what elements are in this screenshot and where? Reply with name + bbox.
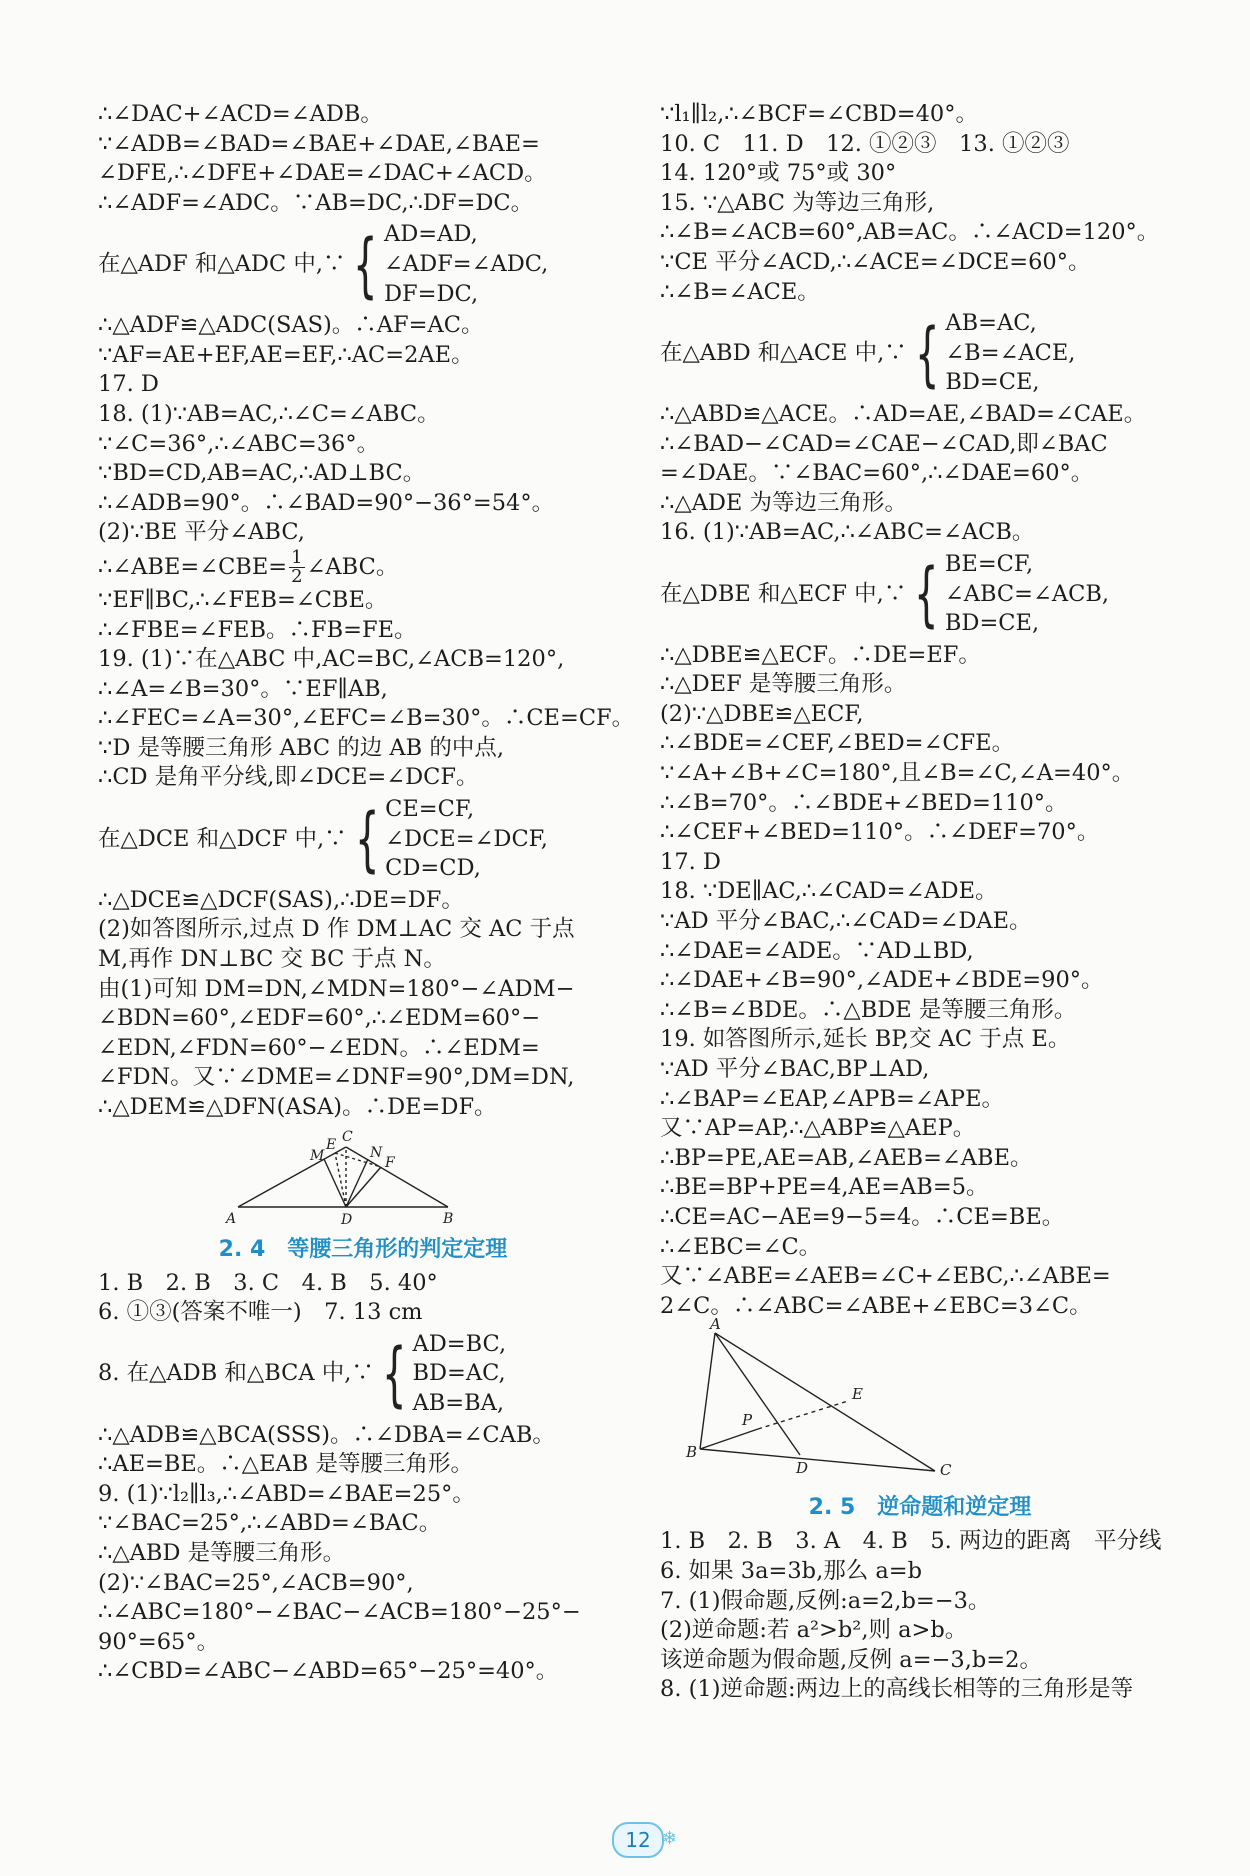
edge-ab: [700, 1333, 715, 1449]
text-line: 19. 如答图所示,延长 BP,交 AC 于点 E。: [660, 1026, 1071, 1053]
text-line: 17. D: [660, 848, 721, 875]
text-line: ∴△ABD 是等腰三角形。: [98, 1539, 346, 1566]
edge-bc: [346, 1144, 448, 1207]
label-m: M: [310, 1147, 325, 1164]
text-line: ∴△ADE 为等边三角形。: [660, 489, 907, 516]
system-line: BE=CF,: [944, 550, 1034, 577]
text-line: ∴△DEF 是等腰三角形。: [660, 671, 907, 698]
segment-bp: [700, 1429, 758, 1449]
text-line: ∵∠BAC=25°,∴∠ABD=∠BAC。: [98, 1510, 442, 1537]
label-e: E: [852, 1385, 863, 1404]
text-line: 由(1)可知 DM=DN,∠MDN=180°−∠ADM−: [98, 975, 575, 1002]
system-prefix: 在△DBE 和△ECF 中,∵: [660, 580, 907, 607]
label-e: E: [326, 1136, 337, 1153]
text-line: ∴△DCE≌△DCF(SAS),∴DE=DF。: [98, 886, 464, 913]
system-line: AB=BA,: [412, 1389, 505, 1416]
text-line: ∴△ADB≌△BCA(SSS)。∴∠DBA=∠CAB。: [98, 1421, 555, 1448]
right-column: [660, 100, 1180, 1705]
system-prefix: 在△DCE 和△DCF 中,∵: [98, 825, 347, 852]
text-line: ∴∠DAE+∠B=90°,∠ADE+∠BDE=90°。: [660, 967, 1104, 994]
text-line: ∵l₁∥l₂,∴∠BCF=∠CBD=40°。: [660, 101, 978, 127]
text-line: ∴△DBE≌△ECF。∴DE=EF。: [660, 641, 981, 668]
system-line: BD=CE,: [945, 369, 1040, 396]
text-line: =∠DAE。∵∠BAC=60°,∴∠DAE=60°。: [660, 460, 1094, 487]
text-line: ∵BD=CD,AB=AC,∴AD⊥BC。: [98, 460, 426, 487]
text-line: 8. (1)逆命题:两边上的高线长相等的三角形是等: [660, 1676, 1134, 1703]
left-column: [98, 100, 635, 1687]
system-prefix: 8. 在△ADB 和△BCA 中,∵: [98, 1360, 374, 1387]
text-line: ∴∠BAP=∠EAP,∠APB=∠APE。: [660, 1085, 1004, 1112]
text-line: ∵∠A+∠B+∠C=180°,且∠B=∠C,∠A=40°。: [660, 760, 1135, 787]
segment-dm: [324, 1159, 346, 1207]
left-brace-icon: {: [914, 553, 939, 636]
triangle-bisector-figure: [660, 1315, 1180, 1485]
text-line: (2)逆命题:若 a²>b²,则 a>b。: [660, 1617, 968, 1644]
denominator: 2: [291, 566, 303, 588]
system-line: ∠DCE=∠DCF,: [385, 825, 548, 852]
edge-ac: [715, 1333, 935, 1471]
text-line: 18. ∵DE∥AC,∴∠CAD=∠ADE。: [660, 878, 998, 905]
text-block: [98, 311, 628, 548]
text-line: 1. B 2. B 3. C 4. B 5. 40°: [98, 1269, 438, 1296]
text-line: 7. (1)假命题,反例:a=2,b=−3。: [660, 1587, 991, 1614]
segment-dn: [346, 1159, 368, 1207]
text-line: ∴∠B=∠ACE。: [660, 278, 820, 305]
left-brace-icon: {: [353, 223, 378, 306]
text-line: ∵CE 平分∠ACD,∴∠ACE=∠DCE=60°。: [660, 248, 1091, 275]
text-line: ∵AD 平分∠BAC,BP⊥AD,: [660, 1056, 930, 1082]
equation-system: [660, 309, 1180, 398]
text-line: ∴△ABD≌△ACE。∴AD=AE,∠BAD=∠CAE。: [660, 400, 1147, 427]
system-line: DF=DC,: [384, 280, 479, 307]
text-line: ∴∠A=∠B=30°。∵EF∥AB,: [98, 675, 388, 702]
segment-ad: [715, 1333, 800, 1455]
segment-df: [346, 1167, 381, 1207]
text-line: ∴∠BAD−∠CAD=∠CAE−∠CAD,即∠BAC: [660, 430, 1108, 457]
label-d: D: [796, 1459, 809, 1478]
label-d: D: [341, 1211, 353, 1228]
system-line: CE=CF,: [385, 796, 475, 823]
text-block: [98, 586, 635, 793]
page-number: 12: [612, 1822, 664, 1858]
text-block: [660, 1527, 1180, 1705]
text-line: 90°=65°。: [98, 1628, 220, 1655]
text-line: (2)∵△DBE≌△ECF,: [660, 700, 864, 727]
text-line: 6. ①③(答案不唯一) 7. 13 cm: [98, 1299, 423, 1326]
section-title-2-5: 2. 5 逆命题和逆定理: [808, 1495, 1032, 1521]
text-block: [98, 886, 628, 1123]
isosceles-triangle-figure: [98, 1127, 628, 1227]
text-line: 14. 120°或 75°或 30°: [660, 160, 897, 187]
fraction-line: [98, 548, 628, 586]
text-line: ∴BE=BP+PE=4,AE=AB=5。: [660, 1174, 989, 1201]
text-line: ∠DFE,∴∠DFE+∠DAE=∠DAC+∠ACD。: [98, 160, 547, 187]
text-line: ∴∠B=∠BDE。∴△BDE 是等腰三角形。: [660, 996, 1077, 1023]
label-a: A: [710, 1315, 721, 1334]
text-line: ∴△DEM≌△DFN(ASA)。∴DE=DF。: [98, 1094, 497, 1120]
text-line: ∴∠ADF=∠ADC。∵AB=DC,∴DF=DC。: [98, 189, 534, 216]
label-p: P: [742, 1411, 753, 1430]
text-line: ∵∠C=36°,∴∠ABC=36°。: [98, 430, 380, 457]
text-line: ∵AF=AE+EF,AE=EF,∴AC=2AE。: [98, 341, 474, 368]
text-line: 2∠C。∴∠ABC=∠ABE+∠EBC=3∠C。: [660, 1292, 1092, 1319]
text-line: ∴AE=BE。∴△EAB 是等腰三角形。: [98, 1451, 473, 1478]
text-line: 17. D: [98, 371, 159, 398]
snowflake-icon: ❄: [662, 1828, 678, 1849]
system-line: ∠ADF=∠ADC,: [384, 250, 549, 277]
text-line: ∵AD 平分∠BAC,∴∠CAD=∠DAE。: [660, 908, 1032, 935]
text-line: ∠FDN。又∵∠DME=∠DNF=90°,DM=DN,: [98, 1064, 575, 1091]
text-line: ∴∠CBD=∠ABC−∠ABD=65°−25°=40°。: [98, 1658, 559, 1685]
text-line: ∴CD 是角平分线,即∠DCE=∠DCF。: [98, 764, 479, 791]
text-segment: ∴∠ABE=∠CBE=: [98, 553, 288, 580]
label-b: B: [443, 1210, 454, 1227]
label-n: N: [370, 1144, 383, 1161]
system-line: CD=CD,: [385, 855, 481, 882]
left-brace-icon: {: [914, 312, 940, 395]
text-line: (2)∵BE 平分∠ABC,: [98, 519, 305, 546]
text-block: [98, 1269, 628, 1328]
equation-system: [660, 550, 1180, 639]
system-line: ∠B=∠ACE,: [945, 339, 1076, 366]
text-block: [660, 400, 1180, 548]
text-line: ∴CE=AC−AE=9−5=4。∴CE=BE。: [660, 1203, 1065, 1230]
label-c: C: [940, 1461, 952, 1480]
left-brace-icon: {: [354, 798, 380, 881]
text-block: [660, 641, 1180, 1322]
text-line: ∴∠EBC=∠C。: [660, 1233, 822, 1260]
text-line: 19. (1)∵在△ABC 中,AC=BC,∠ACB=120°,: [98, 646, 565, 673]
text-block: [98, 1421, 628, 1687]
system-line: AB=AC,: [945, 310, 1037, 337]
text-line: 又∵∠ABE=∠AEB=∠C+∠EBC,∴∠ABE=: [660, 1263, 1111, 1290]
system-line: AD=AD,: [384, 221, 478, 248]
text-line: ∠EDN,∠FDN=60°−∠EDN。∴∠EDM=: [98, 1034, 540, 1061]
text-line: 1. B 2. B 3. A 4. B 5. 两边的距离 平分线: [660, 1528, 1162, 1555]
segment-de: [335, 1153, 346, 1207]
text-line: ∵D 是等腰三角形 ABC 的边 AB 的中点,: [98, 734, 504, 761]
label-b: B: [686, 1443, 698, 1462]
text-line: 18. (1)∵AB=AC,∴∠C=∠ABC。: [98, 400, 440, 427]
text-line: M,再作 DN⊥BC 交 BC 于点 N。: [98, 946, 446, 973]
text-line: ∴BP=PE,AE=AB,∠AEB=∠ABE。: [660, 1144, 1033, 1171]
text-line: 15. ∵△ABC 为等边三角形,: [660, 189, 935, 216]
text-block: [98, 100, 628, 218]
text-line: (2)∵∠BAC=25°,∠ACB=90°,: [98, 1569, 414, 1596]
text-line: (2)如答图所示,过点 D 作 DM⊥AC 交 AC 于点: [98, 916, 575, 943]
system-line: BD=AC,: [412, 1360, 506, 1387]
text-line: 9. (1)∵l₂∥l₃,∴∠ABD=∠BAE=25°。: [98, 1480, 475, 1507]
text-line: ∴∠FBE=∠FEB。∴FB=FE。: [98, 616, 417, 643]
label-a: A: [226, 1210, 237, 1227]
text-line: ∴∠CEF+∠BED=110°。∴∠DEF=70°。: [660, 819, 1100, 846]
label-f: F: [385, 1154, 395, 1171]
system-line: BD=CE,: [944, 610, 1040, 637]
system-line: ∠ABC=∠ACB,: [944, 580, 1109, 607]
label-c: C: [342, 1128, 353, 1145]
text-line: ∴∠B=70°。∴∠BDE+∠BED=110°。: [660, 789, 1068, 816]
text-line: ∠BDN=60°,∠EDF=60°,∴∠EDM=60°−: [98, 1005, 541, 1032]
text-line: 16. (1)∵AB=AC,∴∠ABC=∠ACB。: [660, 519, 1035, 546]
text-block: [660, 100, 1180, 307]
text-line: ∴∠ABC=180°−∠BAC−∠ACB=180°−25°−: [98, 1599, 581, 1626]
equation-system: [98, 220, 628, 309]
fraction: [289, 549, 304, 586]
text-line: 6. 如果 3a=3b,那么 a=b: [660, 1557, 923, 1584]
text-line: ∴∠BDE=∠CEF,∠BED=∠CFE。: [660, 730, 1015, 757]
text-segment: ∠ABC。: [306, 553, 399, 580]
left-brace-icon: {: [381, 1333, 407, 1416]
text-line: ∴∠DAE=∠ADE。∵AD⊥BD,: [660, 937, 974, 964]
equation-system: [98, 1330, 628, 1419]
text-line: 10. C 11. D 12. ①②③ 13. ①②③: [660, 130, 1070, 157]
text-line: ∵EF∥BC,∴∠FEB=∠CBE。: [98, 586, 388, 613]
numerator: 1: [291, 547, 303, 569]
text-line: ∴△ADF≌△ADC(SAS)。∴AF=AC。: [98, 312, 484, 339]
system-prefix: 在△ADF 和△ADC 中,∵: [98, 250, 346, 277]
system-line: AD=BC,: [412, 1330, 507, 1357]
equation-system: [98, 795, 628, 884]
text-line: ∴∠B=∠ACB=60°,AB=AC。∴∠ACD=120°。: [660, 219, 1160, 246]
section-title-2-4: 2. 4 等腰三角形的判定定理: [218, 1236, 508, 1262]
text-line: ∴∠FEC=∠A=30°,∠EFC=∠B=30°。∴CE=CF。: [98, 705, 635, 732]
text-line: ∴∠ADB=90°。∴∠BAD=90°−36°=54°。: [98, 489, 555, 516]
text-line: 又∵AP=AP,∴△ABP≌△AEP。: [660, 1115, 976, 1142]
edge-ac: [238, 1147, 346, 1207]
text-line: ∴∠DAC+∠ACD=∠ADB。: [98, 101, 383, 127]
text-line: ∵∠ADB=∠BAD=∠BAE+∠DAE,∠BAE=: [98, 130, 540, 157]
system-prefix: 在△ABD 和△ACE 中,∵: [660, 339, 907, 366]
text-line: 该逆命题为假命题,反例 a=−3,b=2。: [660, 1646, 1042, 1673]
edge-bc: [700, 1449, 935, 1471]
